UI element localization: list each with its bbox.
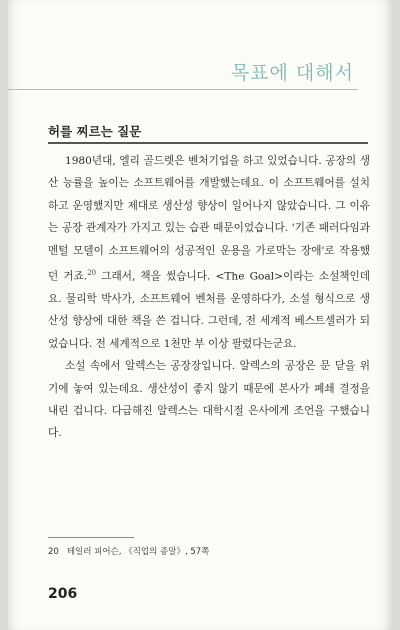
page-number: 206 [48, 586, 78, 602]
footnote-text: 테일러 피어슨, 《직업의 종말》, 57쪽 [66, 547, 210, 557]
footnote-reference: 20 [87, 269, 97, 278]
footnote-divider [48, 537, 134, 538]
paragraph-1-text: 1980년대, 엘리 골드렛은 벤처기업을 하고 있었습니다. 공장의 생산 능률을 높이는 소프트웨어를 개발했는데요. 이 소프트웨어를 설치하고 운영했지만 제대로 생산성 향상이 일어나지 않았습니다. 그 이유는 공장 관계자가 가지고 있는 습관 때문이었습니다. '기존 패러다임과 멘털 모델이 소프트웨어의 성공적인 운용을 가로막는 장애'로 작용했던 거죠. [48, 155, 370, 283]
footnote-number: 20 [48, 547, 59, 557]
body-text [48, 150, 370, 445]
paragraph-1 [48, 150, 370, 355]
chapter-divider [8, 89, 358, 90]
section-heading: 허를 찌르는 질문 [48, 124, 142, 139]
book-page [8, 0, 392, 630]
footnote [48, 545, 217, 557]
chapter-title: 목표에 대해서 [230, 62, 354, 84]
paragraph-2: 소설 속에서 알렉스는 공장장입니다. 알렉스의 공장은 문 닫을 위기에 놓여 있는데요. 생산성이 좋지 않기 때문에 본사가 폐쇄 결정을 내린 겁니다. 다급해진 알렉스는 대학시절 은사에게 조언을 구했습니다. [48, 360, 370, 440]
section-divider [48, 142, 368, 144]
paragraph-1-continued: 그래서, 책을 썼습니다. <The Goal>이라는 소설책인데요. 물리학 박사가, 소프트웨어 벤처를 운영하다가, 소설 형식으로 생산성 향상에 대한 책을 쓴 겁니다. 그런데, 전 세계적 베스트셀러가 되었습니다. 전 세계적으로 1천만 부 이상 팔렸다는군요. [48, 270, 371, 350]
